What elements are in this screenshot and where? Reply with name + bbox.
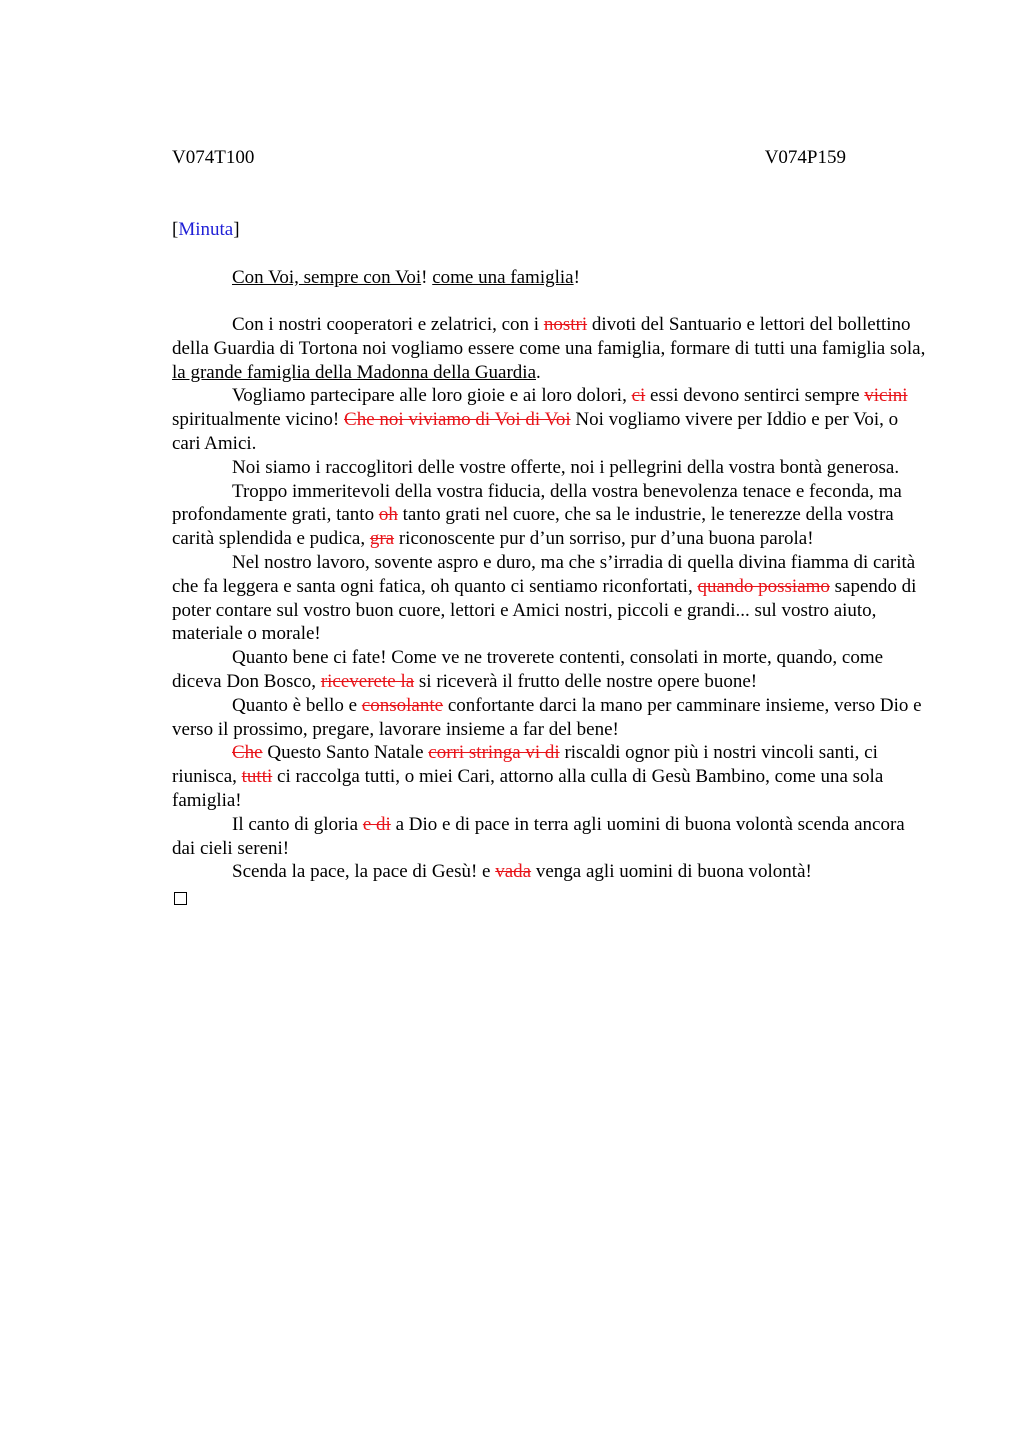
paragraph-10 — [172, 860, 930, 884]
text-run: Quanto bene ci fate! Come ve ne troverete contenti, consolati in morte, quando, come diceva Don Bosco, — [172, 647, 884, 692]
minuta-close-bracket: ] — [233, 219, 240, 240]
deleted-text: Che — [232, 742, 263, 764]
text-run: Scenda la pace, la pace di Gesù! e — [232, 861, 496, 883]
minuta-label — [172, 218, 240, 242]
text-run: ci raccolga tutti, o miei Cari, attorno alla culla di Gesù Bambino, come una sola famiglia! — [172, 766, 884, 811]
deleted-text: oh — [378, 504, 398, 526]
text-run: Quanto è bello e — [232, 694, 362, 716]
title-part-1: Con Voi, sempre con Voi — [232, 267, 422, 288]
title-separator-2: ! — [573, 267, 580, 288]
text-run: a Dio e di pace in terra agli uomini di buona volontà scenda ancora dai cieli sereni! — [172, 813, 905, 859]
text-run: Nel nostro lavoro, sovente aspro e duro, ma che s’irradia di quella divina fiamma di carità che fa leggera e santa ogni fatica, oh quanto ci sentiamo riconfortati, — [172, 551, 916, 597]
deleted-text: consolante — [361, 694, 444, 716]
deleted-text: riceverete la — [320, 670, 415, 692]
paragraph-6 — [172, 646, 930, 694]
deleted-text: ci — [631, 385, 646, 407]
text-run: Con i nostri cooperatori e zelatrici, con i — [232, 314, 544, 335]
minuta-text: Minuta — [178, 219, 234, 240]
deleted-text: Che noi viviamo di Voi di Voi — [344, 409, 571, 431]
text-run: Troppo immeritevoli della vostra fiducia, della vostra benevolenza tenace e feconda, ma profondamente grati, tanto — [172, 480, 902, 526]
minuta-open-bracket: [ — [172, 219, 179, 240]
paragraph-9 — [172, 813, 930, 861]
text-run: divoti del Santuario e lettori del bollettino della Guardia di Tortona noi vogliamo essere come una famiglia, formare di tutti una famiglia sola, — [172, 314, 926, 359]
paragraph-5 — [172, 551, 930, 646]
text-run: Noi siamo i raccoglitori delle vostre offerte, noi i pellegrini della vostra bontà generosa. — [232, 456, 900, 478]
text-run: spiritualmente vicino! — [172, 409, 345, 431]
text-run: Il canto di gloria — [232, 813, 363, 835]
text-run: essi devono sentirci sempre — [645, 385, 865, 407]
deleted-text: e di — [362, 813, 391, 835]
text-run: . — [536, 361, 541, 383]
paragraph-1 — [172, 313, 930, 384]
text-run: si riceverà il frutto delle nostre opere buone! — [414, 670, 758, 692]
deleted-text: vada — [495, 861, 532, 883]
document-body — [172, 313, 930, 912]
text-run: Questo Santo Natale — [262, 742, 429, 764]
text-run: Noi vogliamo vivere per Iddio e per Voi, o cari Amici. — [172, 409, 899, 454]
deleted-text: tutti — [241, 766, 273, 788]
paragraph-7 — [172, 694, 930, 742]
paragraph-8 — [172, 741, 930, 812]
deleted-text: vicini — [864, 385, 908, 407]
text-run: riconoscente pur d’un sorriso, pur d’una buona parola! — [394, 528, 814, 550]
document-code-right: V074P159 — [764, 147, 846, 168]
text-run: riscaldi ognor più i nostri vincoli santi, ci riunisca, — [172, 742, 878, 788]
square-outline-icon — [174, 892, 187, 905]
document-code-left: V074T100 — [172, 147, 255, 168]
deleted-text: corri stringa vi di — [428, 742, 560, 764]
document-header — [172, 146, 846, 170]
deleted-text: nostri — [543, 314, 588, 335]
paragraph-3 — [172, 456, 930, 480]
document-title — [232, 266, 580, 290]
paragraph-4 — [172, 480, 930, 551]
text-run: confortante darci la mano per camminare insieme, verso Dio e verso il prossimo, pregare, lavorare insieme a far del bene! — [172, 694, 922, 740]
text-run: tanto grati nel cuore, che sa le industrie, le tenerezze della vostra carità splendida e pudica, — [172, 504, 894, 550]
title-separator-1: ! — [421, 267, 433, 288]
end-marker — [172, 884, 930, 912]
text-run: Vogliamo partecipare alle loro gioie e ai loro dolori, — [232, 385, 632, 407]
paragraph-2 — [172, 384, 930, 455]
deleted-text: gra — [369, 528, 395, 550]
text-run: sapendo di poter contare sul vostro buon cuore, lettori e Amici nostri, piccoli e grandi... sul vostro aiuto, materiale o morale! — [172, 575, 917, 645]
underlined-text: la grande famiglia della Madonna della Guardia — [172, 361, 537, 383]
deleted-text: quando possiamo — [697, 575, 830, 597]
title-part-2: come una famiglia — [432, 267, 574, 288]
text-run: venga agli uomini di buona volontà! — [531, 861, 812, 883]
